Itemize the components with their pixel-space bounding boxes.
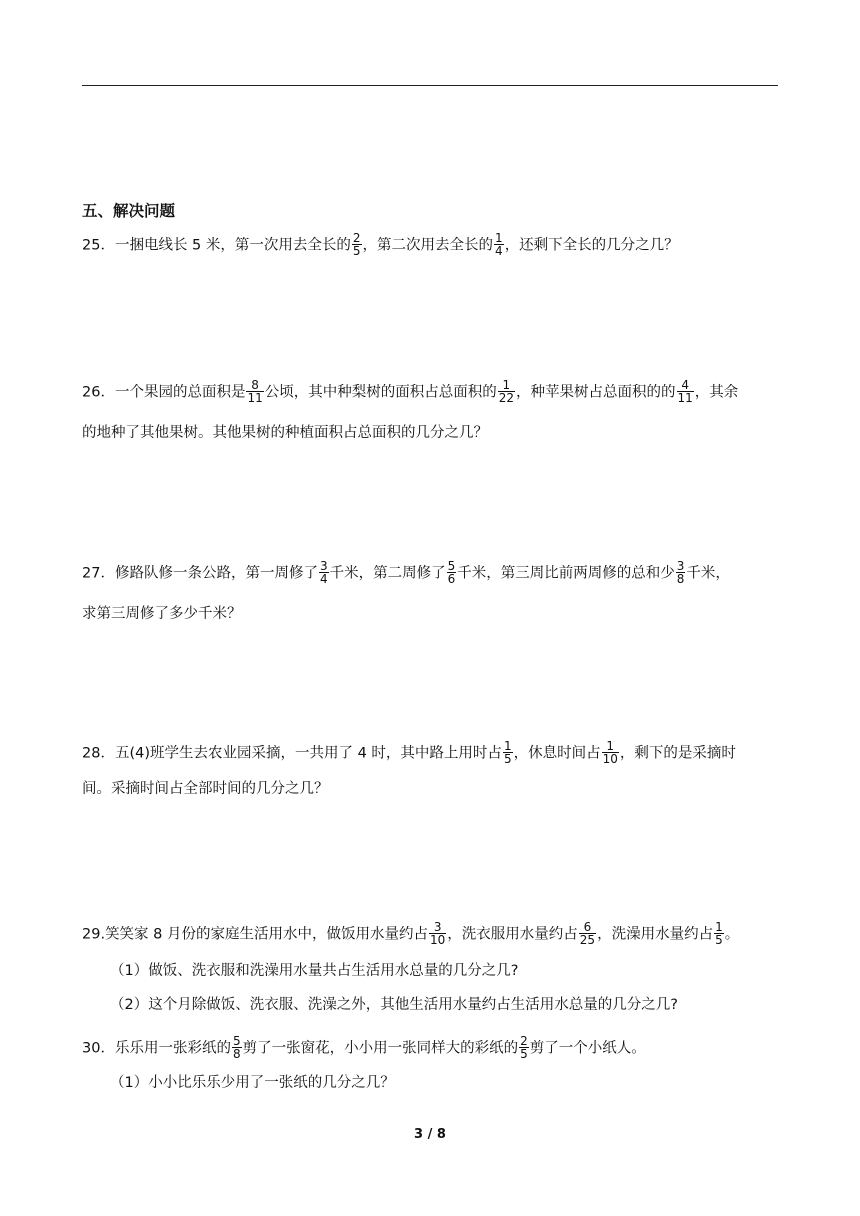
fraction: $\frac{3}{8}$ [676, 559, 685, 586]
fraction: $\frac{1}{5}$ [715, 920, 723, 947]
fraction: $\frac{5}{6}$ [447, 559, 456, 586]
question-29-sub2: （2）这个月除做饭、洗衣服、洗澡之外，其他生活用水量约占生活用水总量的几分之几? [110, 997, 678, 1013]
question-number: 25． [82, 237, 115, 254]
fraction: $\frac{1}{22}$ [498, 378, 515, 405]
question-29: 29.笑笑家 8 月份的家庭生活用水中，做饭用水量约占 $\frac{3}{10}$ ，洗衣服用水量约占 $\frac{6}{25}$ ，洗澡用水量约占 $\frac{1}{5}$ 。 [82, 920, 740, 947]
fraction: $\frac{1}{10}$ [602, 739, 618, 766]
fraction: $\frac{5}{8}$ [232, 1034, 241, 1061]
question-27-line2: 求第三周修了多少千米？ [82, 606, 242, 622]
question-27: 27．修路队修一条公路，第一周修了 $\frac{3}{4}$ 千米，第二周修了 $\frac{5}{6}$ 千米，第三周比前两周修的总和少 $\frac{3}{8}$ 千米， [82, 559, 730, 586]
fraction: $\frac{1}{4}$ [495, 231, 503, 258]
header-rule [82, 85, 778, 86]
question-26-line2: 的地种了其他果树。其他果树的种植面积占总面积的几分之几？ [82, 425, 488, 441]
page-number: 3 / 8 [414, 1127, 446, 1142]
question-number: 27． [82, 565, 115, 582]
fraction: $\frac{2}{5}$ [352, 231, 361, 258]
question-26: 26．一个果园的总面积是 $\frac{8}{11}$ 公顷，其中种梨树的面积占总面积的 $\frac{1}{22}$ ，种苹果树占总面积的的 $\frac{4}{11}$ ，其余 [82, 378, 739, 405]
fraction: $\frac{6}{25}$ [579, 920, 596, 947]
question-number: 26． [82, 384, 115, 401]
question-number: 28． [82, 745, 115, 762]
fraction: $\frac{1}{5}$ [503, 739, 512, 766]
fraction: $\frac{8}{11}$ [247, 378, 263, 405]
fraction: $\frac{3}{4}$ [319, 559, 328, 586]
question-30: 30．乐乐用一张彩纸的 $\frac{5}{8}$ 剪了一张窗花，小小用一张同样大的彩纸的 $\frac{2}{5}$ 剪了一个小纸人。 [82, 1034, 646, 1061]
question-28: 28．五(4)班学生去农业园采摘，一共用了 4 时，其中路上用时占 $\frac{1}{5}$ ，休息时间占 $\frac{1}{10}$ ，剩下的是采摘时 [82, 739, 736, 766]
question-number: 30． [82, 1040, 115, 1057]
fraction: $\frac{3}{10}$ [430, 920, 446, 947]
question-25: 25．一捆电线长 5 米，第一次用去全长的 $\frac{2}{5}$ ，第二次用去全长的 $\frac{1}{4}$ ，还剩下全长的几分之几？ [82, 231, 679, 258]
fraction: $\frac{2}{5}$ [520, 1034, 528, 1061]
section-title: 五、解决问题 [82, 202, 176, 220]
question-number: 29. [82, 926, 106, 943]
question-30-sub1: （1）小小比乐乐少用了一张纸的几分之几？ [110, 1075, 395, 1091]
question-29-sub1: （1）做饭、洗衣服和洗澡用水量共占生活用水总量的几分之几? [110, 963, 519, 979]
fraction: $\frac{4}{11}$ [677, 378, 693, 405]
question-28-line2: 间。采摘时间占全部时间的几分之几？ [82, 781, 329, 797]
